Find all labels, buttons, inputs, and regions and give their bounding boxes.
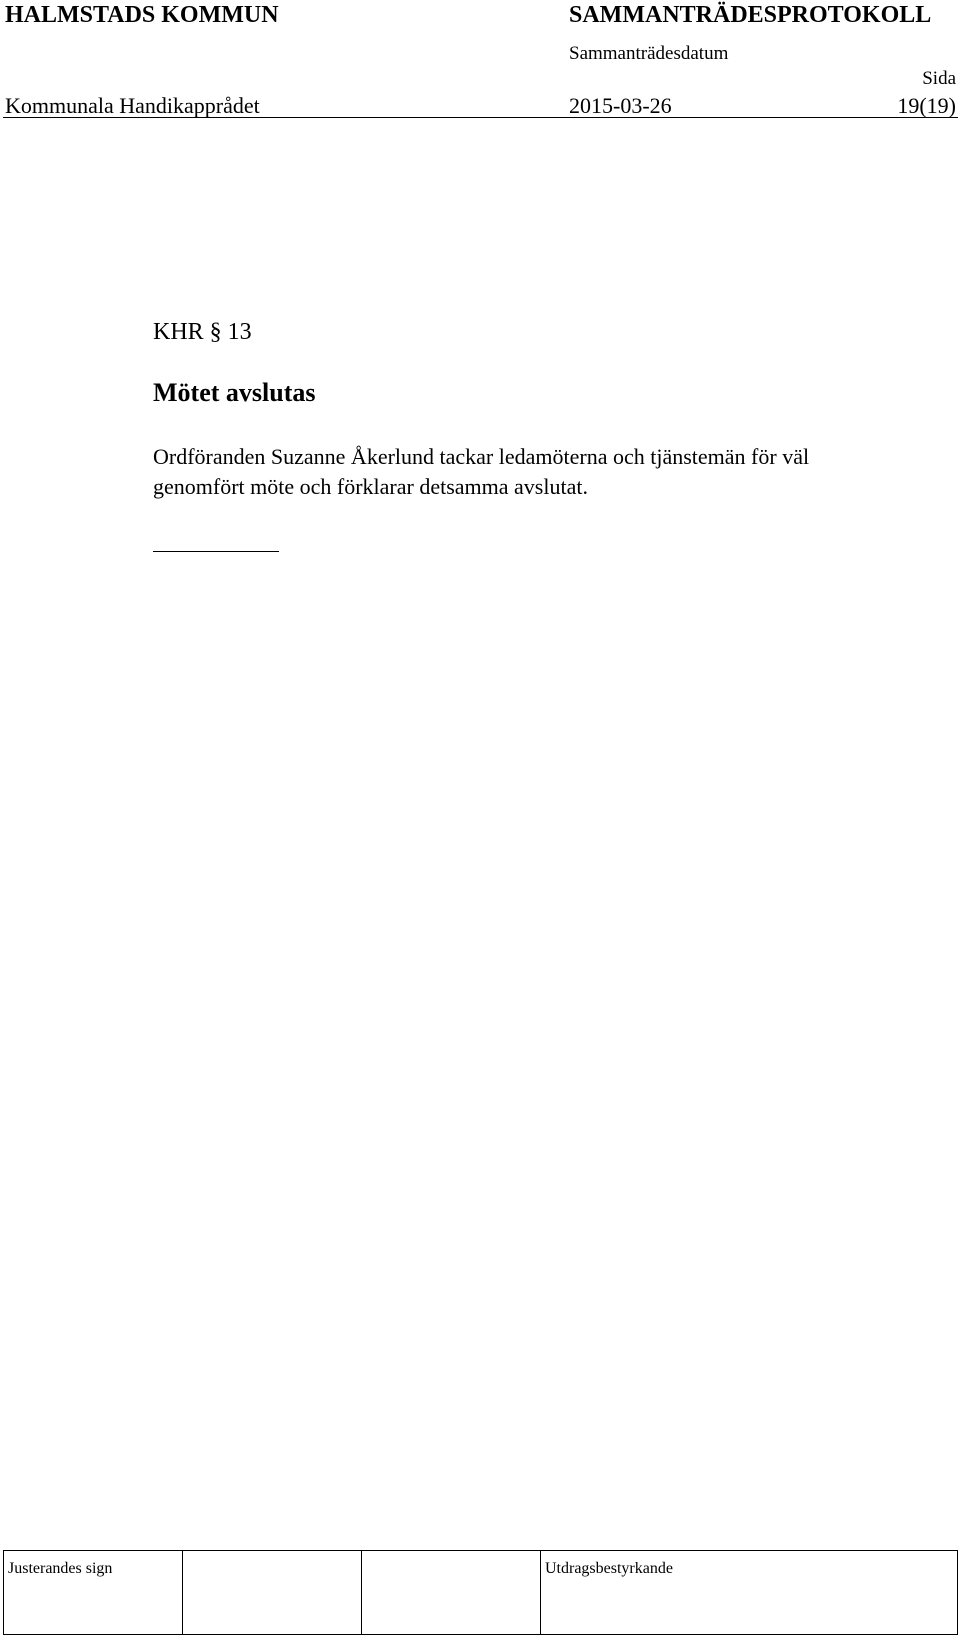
meeting-date-label: Sammanträdesdatum <box>569 43 729 64</box>
header-divider <box>3 117 958 118</box>
adjuster-sign-label: Justerandes sign <box>8 1560 113 1577</box>
extract-certification-label: Utdragsbestyrkande <box>545 1560 673 1577</box>
section-body <box>153 442 933 502</box>
signature-cell <box>183 1551 362 1634</box>
section-end-divider <box>153 551 279 552</box>
committee-name: Kommunala Handikapprådet <box>5 93 260 118</box>
page-number: 19(19) <box>897 93 956 118</box>
organization-name: HALMSTADS KOMMUN <box>5 2 279 28</box>
page-label: Sida <box>922 68 956 89</box>
body-line: genomfört möte och förklarar detsamma avslutat. <box>153 474 588 499</box>
document-type: SAMMANTRÄDESPROTOKOLL <box>569 2 932 28</box>
section-reference: KHR § 13 <box>153 319 252 345</box>
body-line: Ordföranden Suzanne Åkerlund tackar ledamöterna och tjänstemän för väl <box>153 444 810 469</box>
signature-table <box>3 1550 958 1635</box>
extract-certification-cell <box>541 1551 957 1634</box>
section-title: Mötet avslutas <box>153 378 316 407</box>
meeting-date: 2015-03-26 <box>569 93 672 118</box>
adjuster-sign-cell <box>4 1551 183 1634</box>
signature-cell <box>362 1551 541 1634</box>
